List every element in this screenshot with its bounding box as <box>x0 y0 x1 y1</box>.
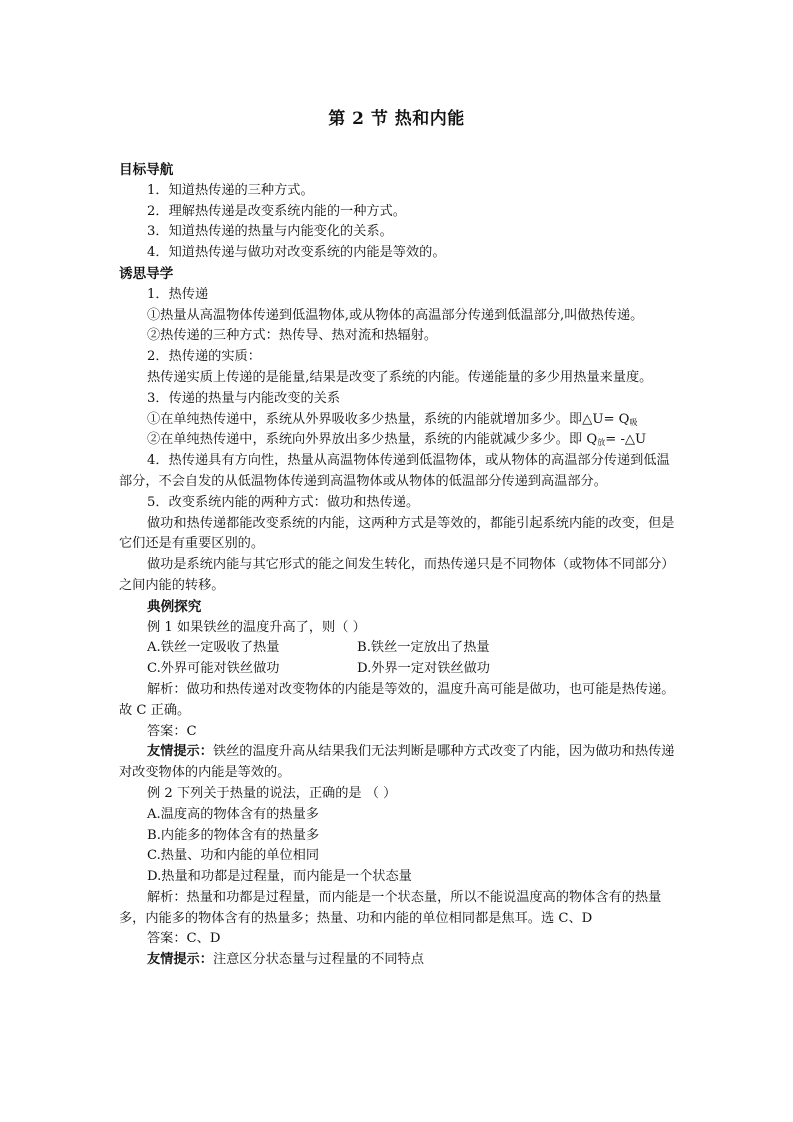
study-point-paragraph: 4．热传递具有方向性，热量从高温物体传递到低温物体，或从物体的高温部分传递到低温部分，不会自发的从低温物体传递到高温物体或从物体的低温部分传递到高温部分。 <box>119 453 670 489</box>
option-b: B.铁丝一定放出了热量 <box>357 640 490 656</box>
document-body <box>119 160 679 971</box>
example-question: 例 2 下列关于热量的说法，正确的是 （ ） <box>147 785 397 801</box>
study-point-text: ②热传递的三种方式：热传导、热对流和热辐射。 <box>147 328 438 344</box>
example-analysis: 解析：做功和热传递对改变物体的内能是等效的，温度升高可能是做功，也可能是热传递。故 C 正确。 <box>119 681 675 718</box>
formula-subscript: 放 <box>597 438 606 448</box>
goal-item: 2．理解热传递是改变系统内能的一种方式。 <box>147 203 406 219</box>
formula-subscript: 吸 <box>629 417 638 427</box>
goal-item: 3．知道热传递的热量与内能变化的关系。 <box>147 224 393 240</box>
tip-label: 友情提示： <box>147 952 213 968</box>
formula-release-tail: = -△U <box>605 432 647 448</box>
goal-item: 1．知道热传递的三种方式。 <box>147 182 314 198</box>
option-c: C.外界可能对铁丝做功 <box>147 661 280 677</box>
example-answer: 答案：C <box>147 723 197 739</box>
study-point-paragraph: 做功是系统内能与其它形式的能之间发生转化，而热传递只是不同物体（或物体不同部分）之间内能的转移。 <box>119 557 675 593</box>
study-point-text: ①热量从高温物体传递到低温物体,或从物体的高温部分传递到低温部分,叫做热传递。 <box>147 307 644 323</box>
formula-release-text: ②在单纯热传递中，系统向外界放出多少热量，系统的内能就减少多少。即 Q <box>147 432 598 448</box>
tip-text: 铁丝的温度升高从结果我们无法判断是哪种方式改变了内能，因为做功和热传递对改变物体的内能是等效的。 <box>119 744 675 781</box>
study-point-heading: 3．传递的热量与内能改变的关系 <box>147 390 341 406</box>
formula-absorb-text: ①在单纯热传递中，系统从外界吸收多少热量，系统的内能就增加多少。即△U= Q <box>147 411 630 427</box>
example-answer: 答案：C、D <box>147 931 221 947</box>
tip-label: 友情提示： <box>147 744 213 760</box>
option-d: D.热量和功都是过程量，而内能是一个状态量 <box>147 869 412 885</box>
study-point-heading: 5．改变系统内能的两种方式：做功和热传递。 <box>147 494 420 510</box>
example-question: 例 1 如果铁丝的温度升高了，则（ ） <box>147 619 366 635</box>
section-heading-examples: 典例探究 <box>147 598 202 615</box>
tip-text: 注意区分状态量与过程量的不同特点 <box>212 952 424 968</box>
option-a: A.温度高的物体含有的热量多 <box>147 806 319 822</box>
option-b: B.内能多的物体含有的热量多 <box>147 827 320 843</box>
option-a: A.铁丝一定吸收了热量 <box>147 640 280 656</box>
section-heading-study: 诱思导学 <box>119 265 174 282</box>
option-d: D.外界一定对铁丝做功 <box>357 661 490 677</box>
page-title: 第 2 节 热和内能 <box>328 109 465 129</box>
study-point-text: 热传递实质上传递的是能量,结果是改变了系统的内能。传递能量的多少用热量来量度。 <box>147 369 653 385</box>
study-point-text <box>119 410 679 431</box>
study-point-heading: 1．热传递 <box>147 286 209 302</box>
example-tip <box>119 742 679 784</box>
study-point-text <box>119 430 679 451</box>
option-c: C.热量、功和内能的单位相同 <box>147 848 320 864</box>
section-heading-goals: 目标导航 <box>119 162 174 178</box>
study-point-paragraph: 做功和热传递都能改变系统的内能，这两种方式是等效的，都能引起系统内能的改变，但是它们还是有重要区别的。 <box>119 515 675 552</box>
example-analysis: 解析：热量和功都是过程量，而内能是一个状态量，所以不能说温度高的物体含有的热量多，内能多的物体含有的热量多；热量、功和内能的单位相同都是焦耳。选 C、D <box>119 889 662 926</box>
study-point-heading: 2．热传递的实质： <box>147 349 261 365</box>
example-tip <box>119 950 679 971</box>
example-options-row <box>119 659 679 680</box>
goal-item: 4．知道热传递与做功对改变系统的内能是等效的。 <box>147 245 446 261</box>
example-options-row <box>119 638 679 659</box>
